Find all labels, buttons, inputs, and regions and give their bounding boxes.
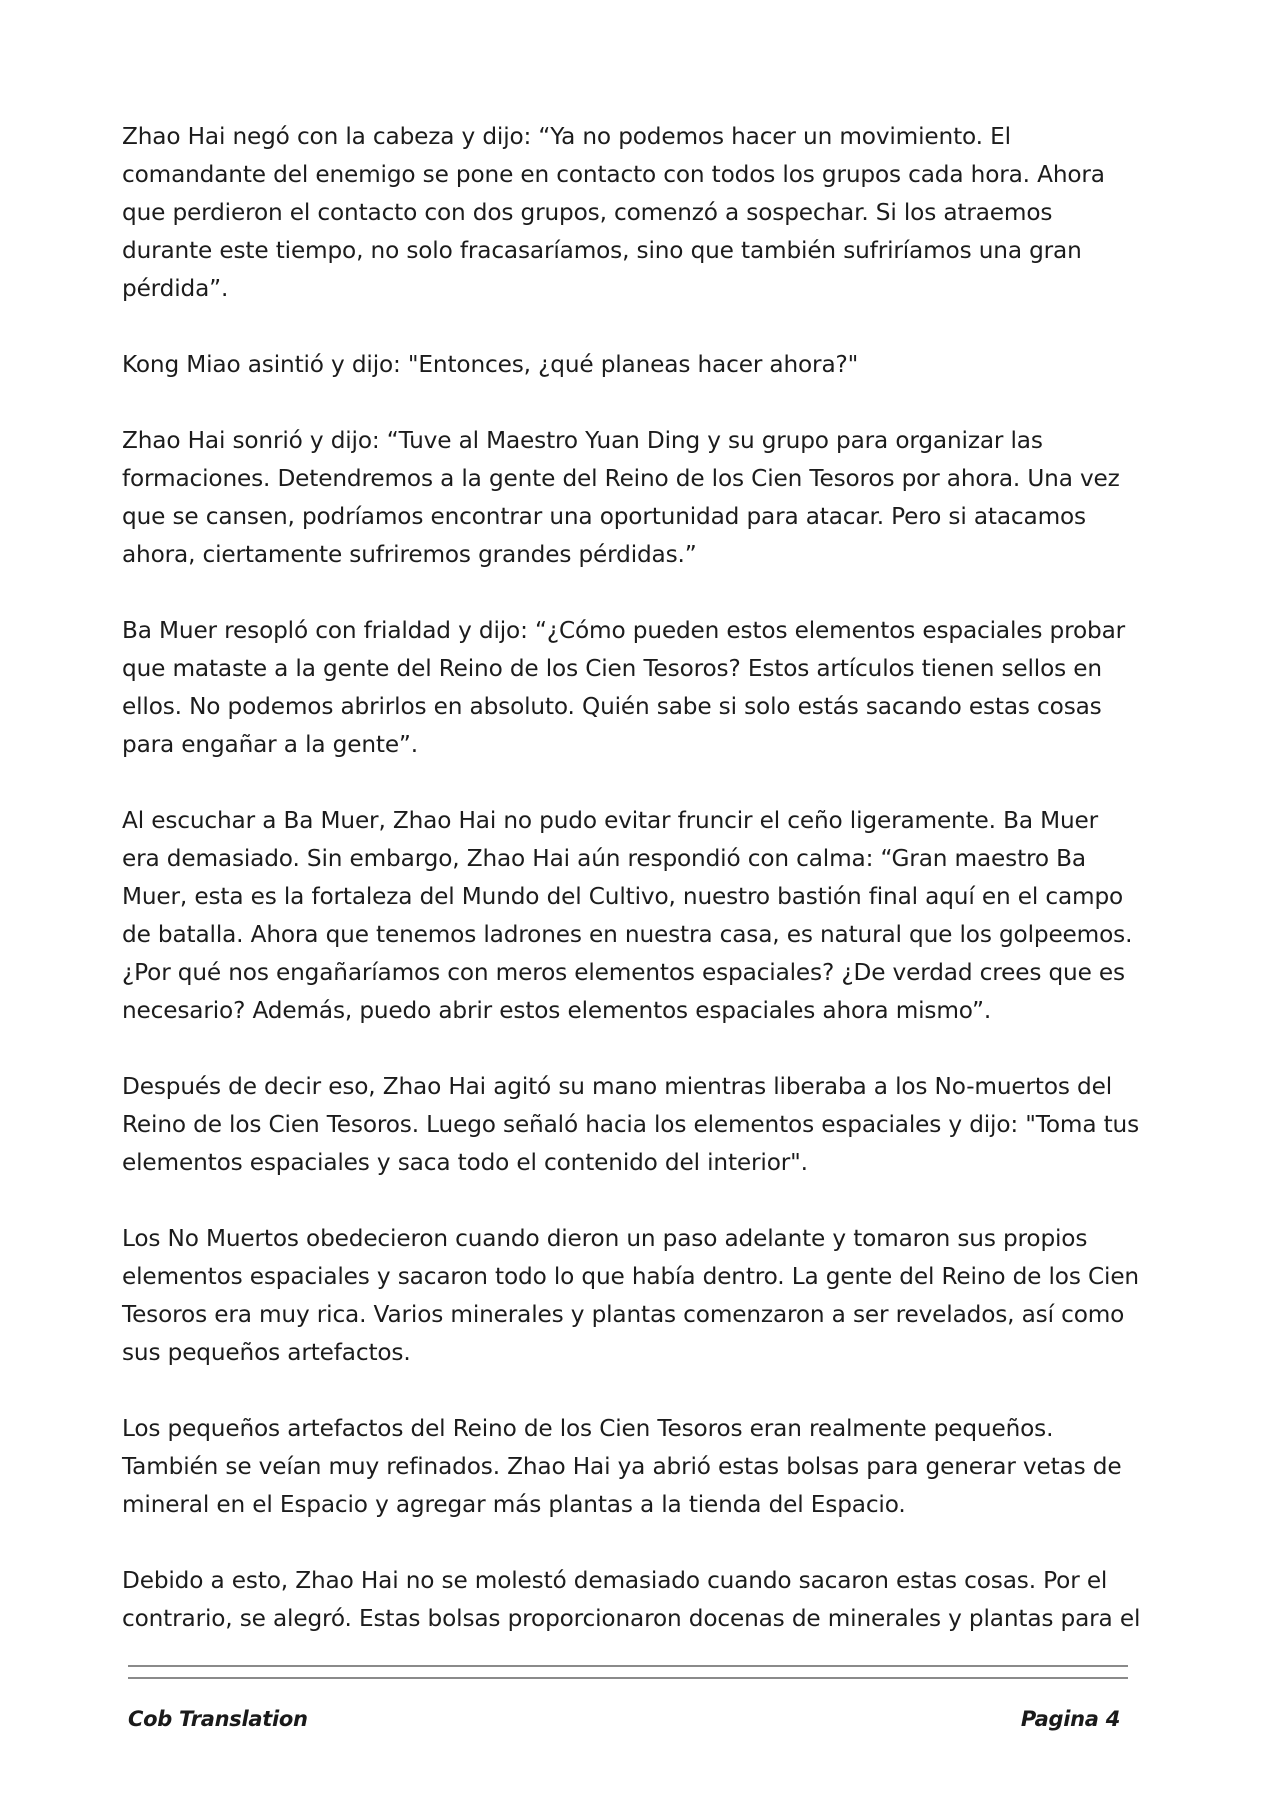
paragraph: Los pequeños artefactos del Reino de los Cien Tesoros eran realmente pequeños. También se veían muy refinados. Zhao Hai ya abrió estas bolsas para generar vetas de mineral en el Espacio y agregar más plantas a la tienda del Espacio. (122, 1415, 1122, 1518)
footer-divider-bottom (128, 1677, 1128, 1679)
footer-translator-label: Cob Translation (128, 1707, 308, 1731)
footer-divider-top (128, 1665, 1128, 1667)
paragraph: Kong Miao asintió y dijo: "Entonces, ¿qué planeas hacer ahora?" (122, 351, 859, 378)
paragraph: Al escuchar a Ba Muer, Zhao Hai no pudo evitar fruncir el ceño ligeramente. Ba Muer era demasiado. Sin embargo, Zhao Hai aún respondió con calma: “Gran maestro Ba Muer, esta es la fortaleza del Mundo del Cultivo, nuestro bastión final aquí en el campo de batalla. Ahora que tenemos ladrones en nuestra casa, es natural que los golpeemos. ¿Por qué nos engañaríamos con meros elementos espaciales? ¿De verdad crees que es necesario? Además, puedo abrir estos elementos espaciales ahora mismo”. (122, 807, 1133, 1024)
paragraph: Ba Muer resopló con frialdad y dijo: “¿Cómo pueden estos elementos espaciales probar que mataste a la gente del Reino de los Cien Tesoros? Estos artículos tienen sellos en ellos. No podemos abrirlos en absoluto. Quién sabe si solo estás sacando estas cosas para engañar a la gente”. (122, 617, 1126, 758)
paragraph: Después de decir eso, Zhao Hai agitó su mano mientras liberaba a los No-muertos del Reino de los Cien Tesoros. Luego señaló hacia los elementos espaciales y dijo: "Toma tus elementos espaciales y saca todo el contenido del interior". (122, 1073, 1140, 1176)
paragraph: Los No Muertos obedecieron cuando dieron un paso adelante y tomaron sus propios elementos espaciales y sacaron todo lo que había dentro. La gente del Reino de los Cien Tesoros era muy rica. Varios minerales y plantas comenzaron a ser revelados, así como sus pequeños artefactos. (122, 1225, 1139, 1366)
paragraph: Zhao Hai negó con la cabeza y dijo: “Ya no podemos hacer un movimiento. El comandante del enemigo se pone en contacto con todos los grupos cada hora. Ahora que perdieron el contacto con dos grupos, comenzó a sospechar. Si los atraemos durante este tiempo, no solo fracasaríamos, sino que también sufriríamos una gran pérdida”. (122, 123, 1105, 302)
footer-page-number: Pagina 4 (1020, 1707, 1120, 1731)
body-text (122, 118, 1142, 1676)
paragraph: Debido a esto, Zhao Hai no se molestó demasiado cuando sacaron estas cosas. Por el contrario, se alegró. Estas bolsas proporcionaron docenas de minerales y plantas para el (122, 1567, 1141, 1632)
paragraph: Zhao Hai sonrió y dijo: “Tuve al Maestro Yuan Ding y su grupo para organizar las formaciones. Detendremos a la gente del Reino de los Cien Tesoros por ahora. Una vez que se cansen, podríamos encontrar una oportunidad para atacar. Pero si atacamos ahora, ciertamente sufriremos grandes pérdidas.” (122, 427, 1120, 568)
